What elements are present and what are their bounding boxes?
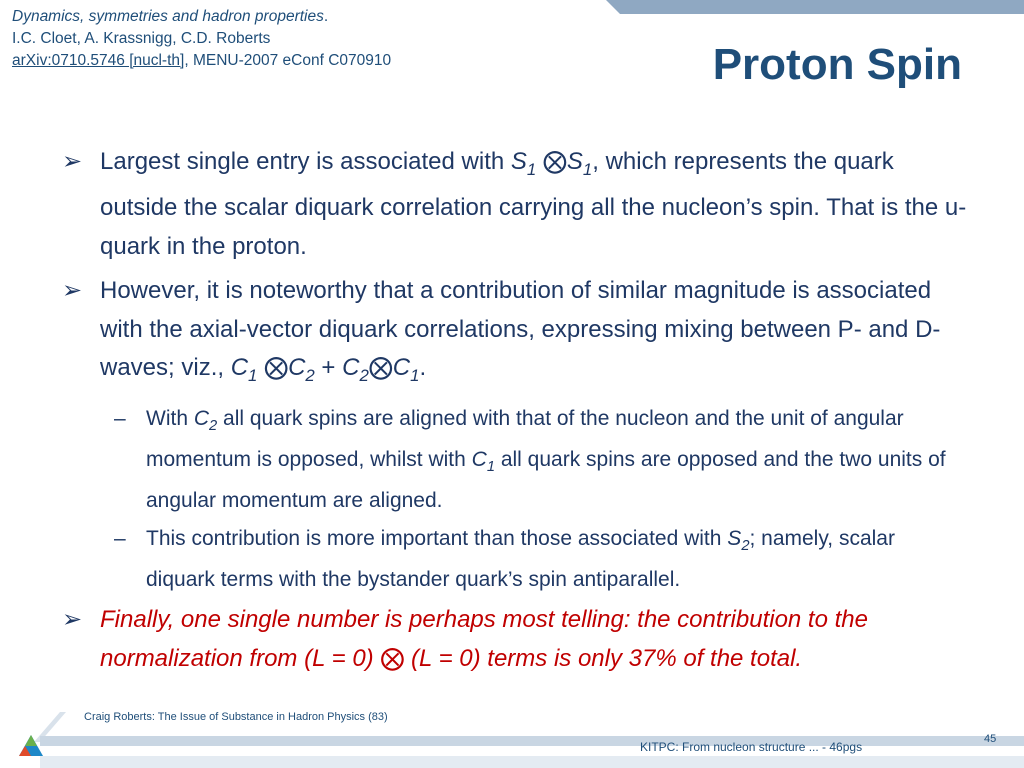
slide-title: Proton Spin xyxy=(712,40,962,89)
top-decor-band xyxy=(620,0,1024,14)
reference-block: Dynamics, symmetries and hadron properties. I.C. Cloet, A. Krassnigg, C.D. Roberts arXiv:0710.5746 [nucl-th], MENU-2007 eConf C070910 xyxy=(12,8,392,69)
dash-bullet: – xyxy=(114,406,126,430)
arrow-bullet-icon: ➢ xyxy=(62,277,83,305)
arrow-bullet-icon: ➢ xyxy=(62,606,83,634)
otimes-icon: ⨂ xyxy=(542,148,567,175)
dash-bullet: – xyxy=(114,526,126,550)
ref-authors: I.C. Cloet, A. Krassnigg, C.D. Roberts xyxy=(12,30,271,47)
slide-content xyxy=(62,143,967,684)
sub-bullet-2: – This contribution is more important than those associated with $S_2$; namely, scalar diquark terms with the bystander quark’s spin antiparallel. xyxy=(114,522,967,597)
sub-bullet-1: – With $C_2$ all quark spins are aligned with that of the nucleon and the unit of angular momentum is opposed, whilst with $C_1$ all quark spins are opposed and the two units of angular momentum are aligned. xyxy=(114,402,967,518)
argonne-logo-icon xyxy=(18,734,44,758)
bullet-1: ➢ Largest single entry is associated with $S_1$ $⨂S_1$, which represents the quark outside the scalar diquark correlation carrying all the nucleon’s spin. That is the u-quark in the proton. xyxy=(62,143,967,266)
otimes-icon: ⨂ xyxy=(380,644,405,672)
footer-right: KITPC: From nucleon structure ... - 46pgs xyxy=(640,740,863,754)
footer-left: Craig Roberts: The Issue of Substance in Hadron Physics (83) xyxy=(84,711,388,723)
otimes-icon: ⨂ xyxy=(368,354,393,382)
ref-conf: , MENU-2007 eConf C070910 xyxy=(184,52,392,69)
ref-title: Dynamics, symmetries and hadron properties xyxy=(12,8,324,25)
arrow-bullet-icon: ➢ xyxy=(62,148,83,175)
highlight-text: Finally, one single number is perhaps most telling: the contribution to the normalization from (L = 0) ⨂ (L = 0) terms is only 37% of the total. xyxy=(100,606,868,672)
page-number: 45 xyxy=(984,733,997,745)
arxiv-link[interactable]: arXiv:0710.5746 [nucl-th] xyxy=(12,52,185,69)
bullet-2: ➢ However, it is noteworthy that a contribution of similar magnitude is associated with the axial-vector diquark correlations, expressing mixing between P- and D-waves; viz., $C_1$ $⨂C_2$ + $C_2⨂C_1$. xyxy=(62,272,967,395)
otimes-icon: ⨂ xyxy=(264,354,289,382)
bullet-3 xyxy=(62,601,967,678)
